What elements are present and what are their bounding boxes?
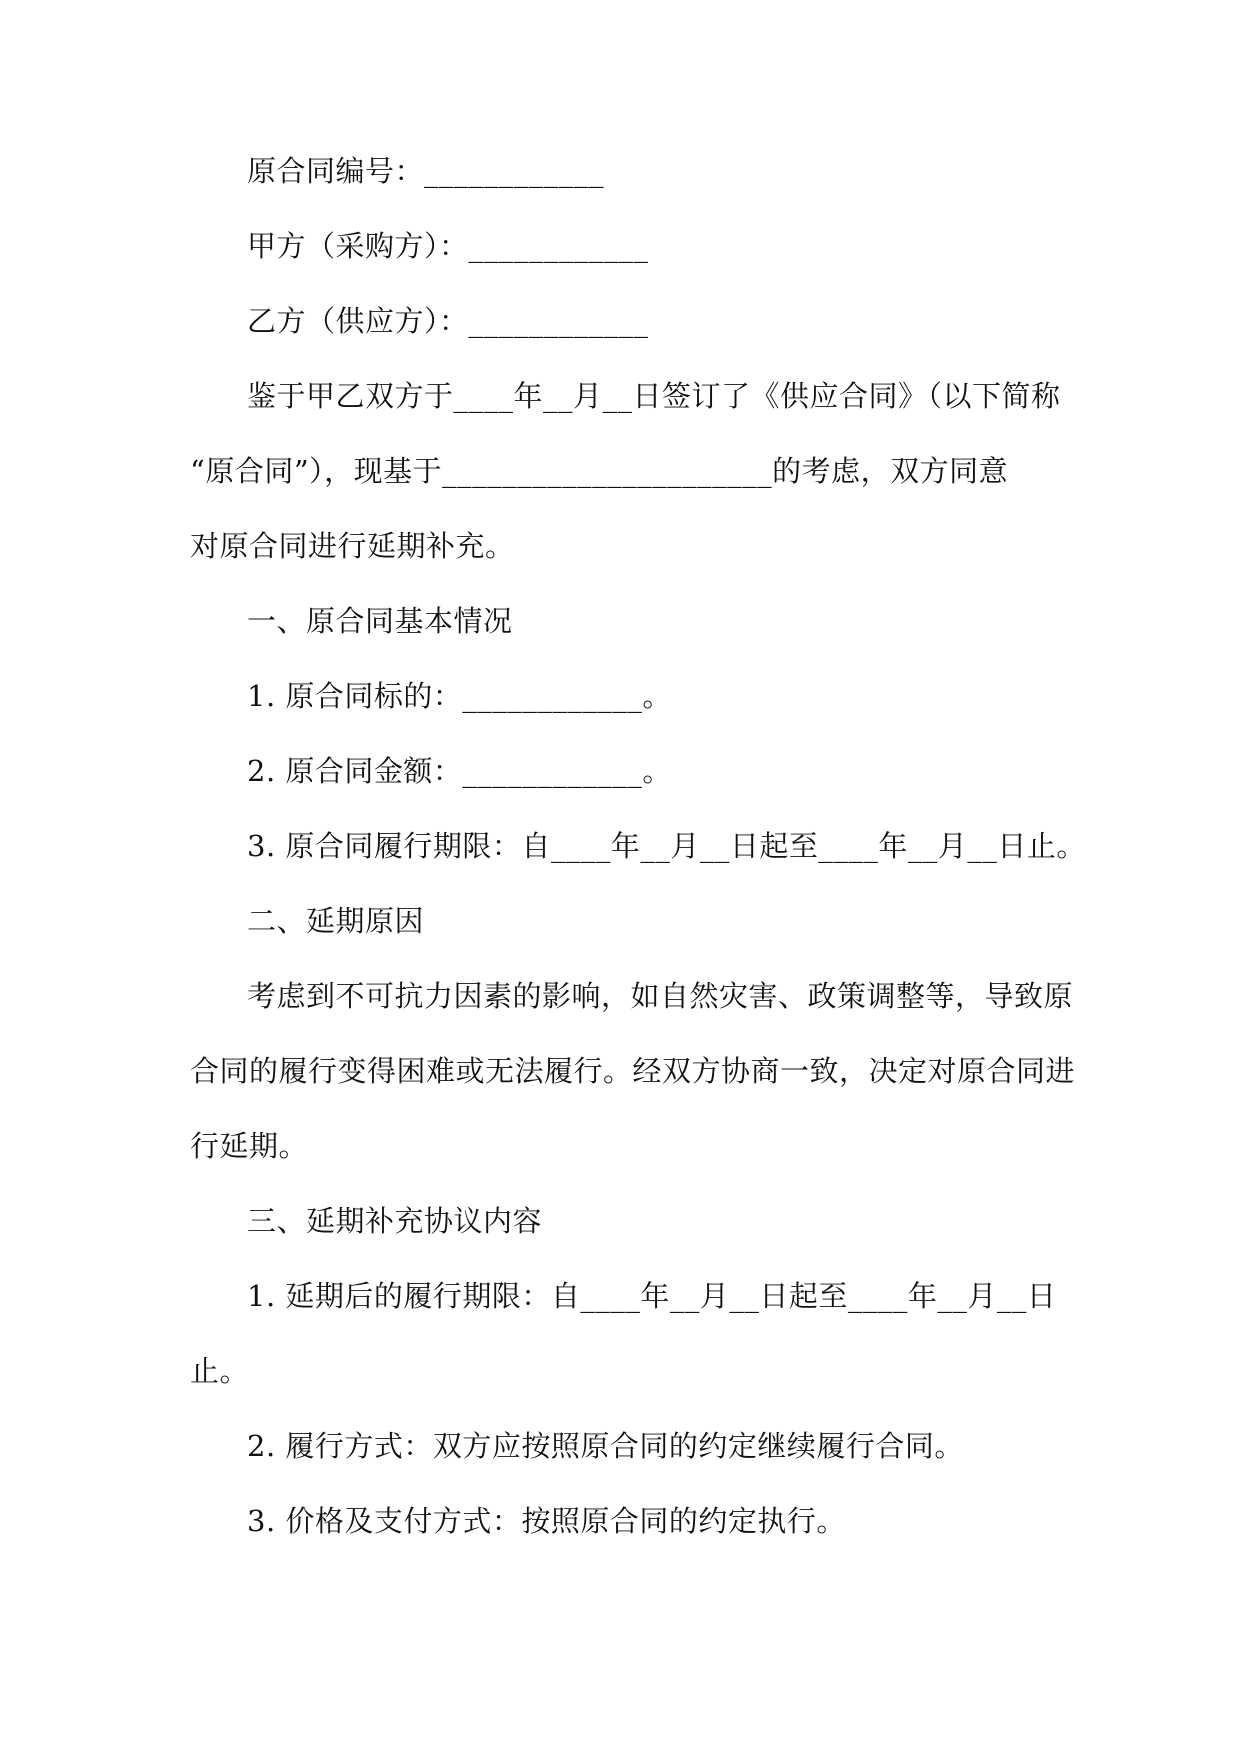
section-3-item-3: 3. 价格及支付方式：按照原合同的约定执行。 bbox=[247, 1504, 846, 1538]
section-1-item-2: 2. 原合同金额：____________。 bbox=[247, 754, 672, 788]
party-b: 乙方（供应方）：____________ bbox=[247, 304, 649, 338]
section-2-text-line-2: 合同的履行变得困难或无法履行。经双方协商一致，决定对原合同进 bbox=[190, 1054, 1076, 1088]
section-2-text-line-1: 考虑到不可抗力因素的影响，如自然灾害、政策调整等，导致原 bbox=[247, 979, 1074, 1013]
section-1-heading: 一、原合同基本情况 bbox=[247, 604, 513, 638]
section-3-item-2: 2. 履行方式：双方应按照原合同的约定继续履行合同。 bbox=[247, 1429, 964, 1463]
preamble-line-3: 对原合同进行延期补充。 bbox=[190, 529, 515, 563]
section-1-item-3: 3. 原合同履行期限：自____年__月__日起至____年__月__日止。 bbox=[247, 829, 1086, 863]
section-3-item-1-line-2: 止。 bbox=[190, 1354, 250, 1388]
section-3-heading: 三、延期补充协议内容 bbox=[247, 1204, 543, 1238]
section-1-item-1: 1. 原合同标的：____________。 bbox=[247, 679, 672, 713]
section-2-heading: 二、延期原因 bbox=[247, 904, 425, 938]
section-2-text-line-3: 行延期。 bbox=[190, 1129, 309, 1163]
preamble-line-2: “原合同”），现基于______________________的考虑，双方同意 bbox=[190, 454, 1009, 488]
party-a: 甲方（采购方）：____________ bbox=[247, 229, 649, 263]
section-3-item-1-line-1: 1. 延期后的履行期限：自____年__月__日起至____年__月__日 bbox=[247, 1279, 1057, 1313]
original-contract-number: 原合同编号：____________ bbox=[247, 154, 605, 188]
preamble-line-1: 鉴于甲乙双方于____年__月__日签订了《供应合同》（以下简称 bbox=[247, 379, 1061, 413]
